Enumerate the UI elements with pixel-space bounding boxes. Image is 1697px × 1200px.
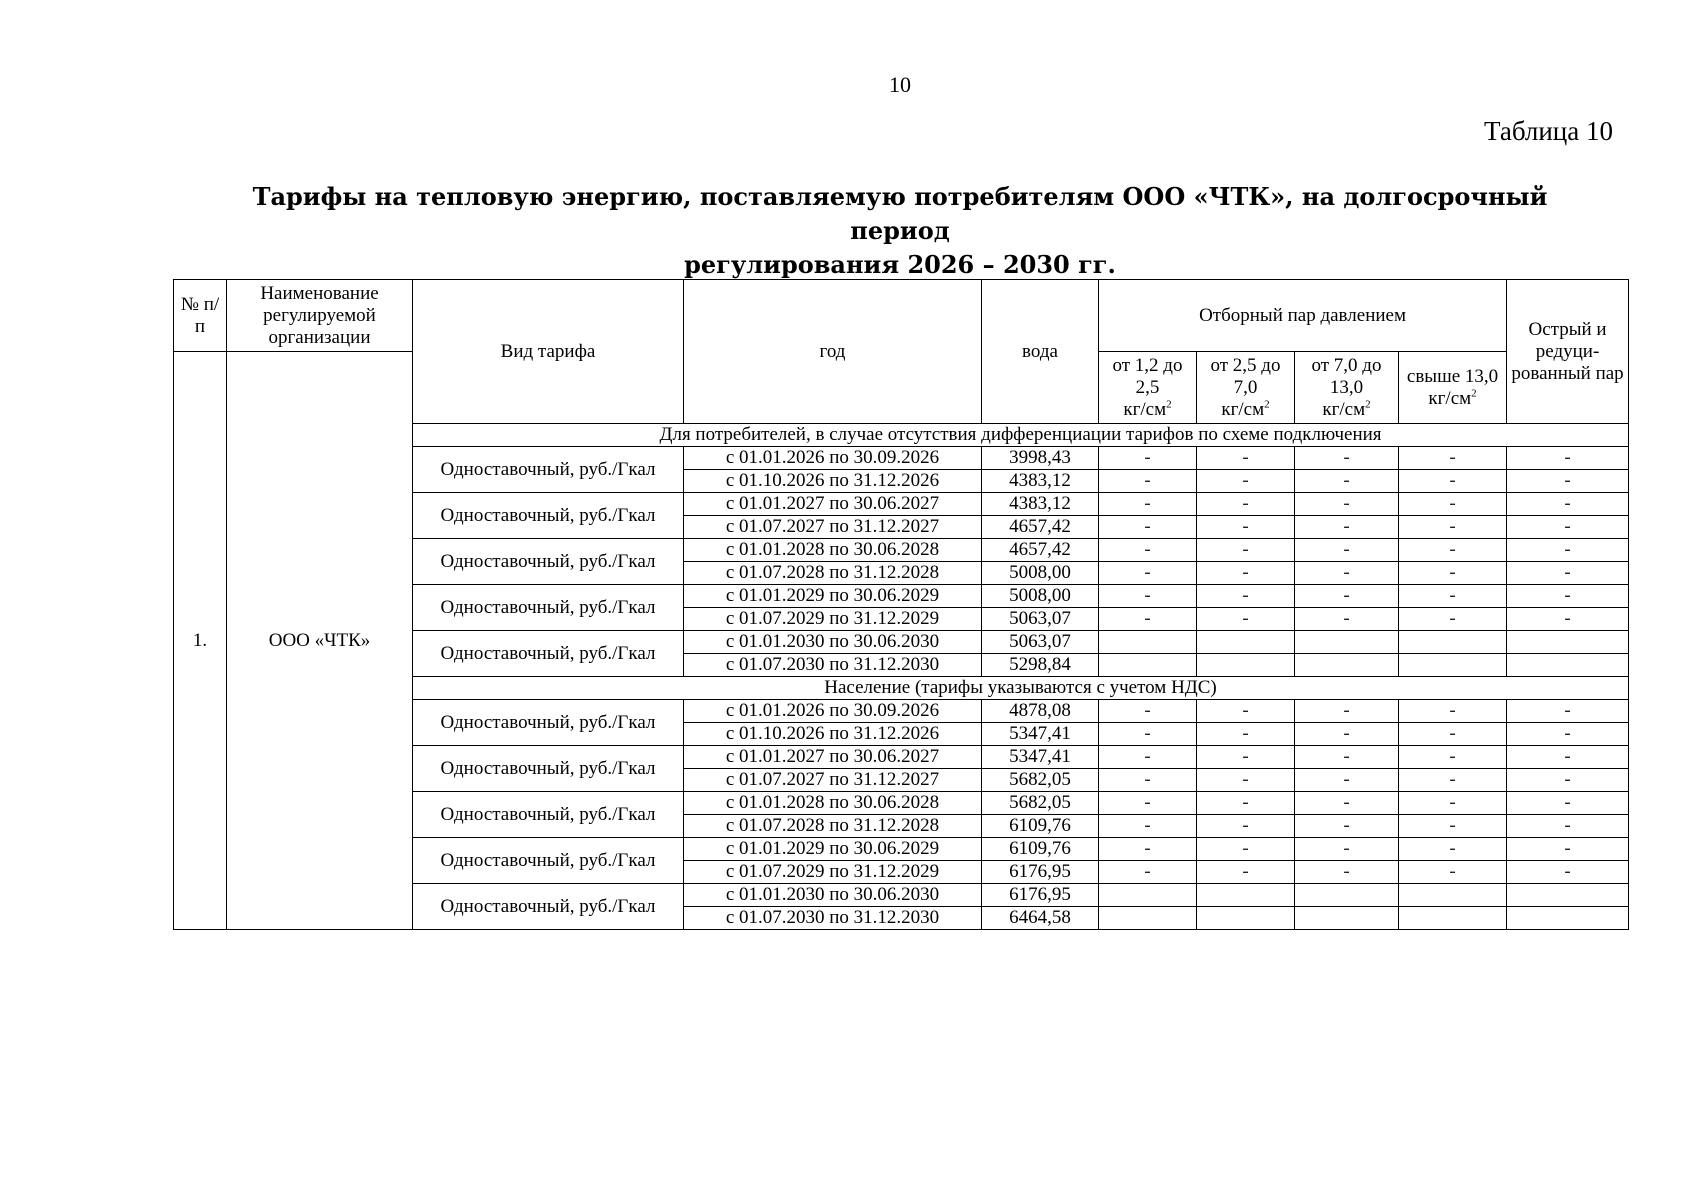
unit-exponent: 2 [1365, 398, 1371, 411]
document-title [250, 180, 1550, 282]
period-cell: с 01.01.2028 по 30.06.2028 [684, 539, 982, 562]
tariff-type-cell: Одноставочный, руб./Гкал [413, 585, 684, 631]
steam-tariff-cell: - [1197, 861, 1295, 884]
steam-tariff-cell: - [1197, 608, 1295, 631]
header-num: № п/п [174, 280, 227, 352]
steam-tariff-cell: - [1399, 792, 1507, 815]
steam-tariff-cell: - [1099, 723, 1197, 746]
steam-tariff-cell: - [1399, 562, 1507, 585]
water-tariff-cell: 4878,08 [982, 700, 1099, 723]
steam-tariff-cell: - [1399, 838, 1507, 861]
sharp-steam-cell: - [1507, 792, 1629, 815]
section-header: Для потребителей, в случае отсутствия дифференциации тарифов по схеме подключения [413, 424, 1629, 447]
organization-name: ООО «ЧТК» [227, 352, 413, 930]
header-steam-1-text: от 1,2 до 2,5 [1112, 354, 1183, 398]
period-cell: с 01.01.2026 по 30.09.2026 [684, 447, 982, 470]
steam-tariff-cell: - [1295, 447, 1399, 470]
title-line-1: Тарифы на тепловую энергию, поставляемую потребителям ООО «ЧТК», на долгосрочный период [252, 182, 1548, 245]
steam-tariff-cell: - [1399, 447, 1507, 470]
steam-tariff-cell [1295, 654, 1399, 677]
header-org: Наименование регулируемой организации [227, 280, 413, 352]
sharp-steam-cell: - [1507, 723, 1629, 746]
header-steam-2 [1197, 352, 1295, 424]
period-cell: с 01.07.2029 по 31.12.2029 [684, 608, 982, 631]
sharp-steam-cell [1507, 631, 1629, 654]
page-number: 10 [889, 72, 911, 97]
steam-tariff-cell: - [1197, 585, 1295, 608]
steam-tariff-cell: - [1295, 746, 1399, 769]
water-tariff-cell: 4657,42 [982, 539, 1099, 562]
tariff-type-cell: Одноставочный, руб./Гкал [413, 838, 684, 884]
steam-tariff-cell: - [1197, 746, 1295, 769]
steam-tariff-cell: - [1295, 815, 1399, 838]
steam-tariff-cell: - [1099, 769, 1197, 792]
steam-tariff-cell: - [1197, 562, 1295, 585]
water-tariff-cell: 6109,76 [982, 838, 1099, 861]
sharp-steam-cell: - [1507, 746, 1629, 769]
steam-tariff-cell [1399, 631, 1507, 654]
header-steam-3 [1295, 352, 1399, 424]
water-tariff-cell: 6176,95 [982, 861, 1099, 884]
steam-tariff-cell [1197, 907, 1295, 930]
water-tariff-cell: 5298,84 [982, 654, 1099, 677]
steam-tariff-cell: - [1197, 470, 1295, 493]
tariff-type-cell: Одноставочный, руб./Гкал [413, 631, 684, 677]
water-tariff-cell: 4383,12 [982, 470, 1099, 493]
water-tariff-cell: 5008,00 [982, 562, 1099, 585]
steam-tariff-cell: - [1399, 861, 1507, 884]
period-cell: с 01.01.2029 по 30.06.2029 [684, 838, 982, 861]
steam-tariff-cell: - [1197, 700, 1295, 723]
steam-tariff-cell: - [1197, 516, 1295, 539]
steam-tariff-cell: - [1099, 815, 1197, 838]
water-tariff-cell: 4383,12 [982, 493, 1099, 516]
water-tariff-cell: 6464,58 [982, 907, 1099, 930]
period-cell: с 01.10.2026 по 31.12.2026 [684, 723, 982, 746]
header-year: год [684, 280, 982, 424]
period-cell: с 01.07.2029 по 31.12.2029 [684, 861, 982, 884]
unit-exponent: 2 [1166, 398, 1172, 411]
steam-tariff-cell: - [1399, 516, 1507, 539]
water-tariff-cell: 4657,42 [982, 516, 1099, 539]
steam-tariff-cell: - [1295, 769, 1399, 792]
sharp-steam-cell: - [1507, 562, 1629, 585]
steam-tariff-cell [1099, 884, 1197, 907]
tariff-table-body [174, 280, 1629, 930]
steam-tariff-cell: - [1197, 493, 1295, 516]
steam-tariff-cell: - [1197, 723, 1295, 746]
steam-tariff-cell: - [1197, 792, 1295, 815]
tariff-type-cell: Одноставочный, руб./Гкал [413, 792, 684, 838]
period-cell: с 01.01.2028 по 30.06.2028 [684, 792, 982, 815]
period-cell: с 01.01.2026 по 30.09.2026 [684, 700, 982, 723]
steam-tariff-cell: - [1295, 723, 1399, 746]
steam-tariff-cell: - [1197, 769, 1295, 792]
period-cell: с 01.07.2027 по 31.12.2027 [684, 516, 982, 539]
sharp-steam-cell: - [1507, 608, 1629, 631]
steam-tariff-cell: - [1099, 700, 1197, 723]
steam-tariff-cell: - [1197, 539, 1295, 562]
header-steam-3-text: от 7,0 до 13,0 [1311, 354, 1382, 398]
tariff-type-cell: Одноставочный, руб./Гкал [413, 700, 684, 746]
steam-tariff-cell: - [1099, 608, 1197, 631]
steam-tariff-cell: - [1399, 815, 1507, 838]
period-cell: с 01.01.2029 по 30.06.2029 [684, 585, 982, 608]
steam-tariff-cell: - [1099, 861, 1197, 884]
steam-tariff-cell [1197, 654, 1295, 677]
steam-tariff-cell: - [1399, 585, 1507, 608]
steam-tariff-cell: - [1295, 562, 1399, 585]
header-steam-2-text: от 2,5 до 7,0 [1210, 354, 1281, 398]
steam-tariff-cell: - [1099, 562, 1197, 585]
unit-label: кг/см [1322, 398, 1366, 420]
sharp-steam-cell [1507, 907, 1629, 930]
period-cell: с 01.10.2026 по 31.12.2026 [684, 470, 982, 493]
sharp-steam-cell: - [1507, 769, 1629, 792]
period-cell: с 01.01.2027 по 30.06.2027 [684, 746, 982, 769]
steam-tariff-cell: - [1295, 700, 1399, 723]
tariff-type-cell: Одноставочный, руб./Гкал [413, 447, 684, 493]
header-tariff-type: Вид тарифа [413, 280, 684, 424]
header-steam-4 [1399, 352, 1507, 424]
steam-tariff-cell: - [1197, 447, 1295, 470]
unit-label: кг/см [1428, 387, 1472, 409]
row-number: 1. [174, 352, 227, 930]
steam-tariff-cell: - [1099, 447, 1197, 470]
period-cell: с 01.01.2030 по 30.06.2030 [684, 884, 982, 907]
steam-tariff-cell: - [1295, 608, 1399, 631]
tariff-type-cell: Одноставочный, руб./Гкал [413, 539, 684, 585]
steam-tariff-cell: - [1399, 470, 1507, 493]
steam-tariff-cell [1197, 631, 1295, 654]
steam-tariff-cell: - [1399, 723, 1507, 746]
unit-exponent: 2 [1264, 398, 1270, 411]
unit-exponent: 2 [1471, 387, 1477, 400]
sharp-steam-cell: - [1507, 838, 1629, 861]
table-label: Таблица 10 [1484, 116, 1613, 146]
sharp-steam-cell: - [1507, 700, 1629, 723]
sharp-steam-cell: - [1507, 516, 1629, 539]
steam-tariff-cell: - [1099, 746, 1197, 769]
steam-tariff-cell [1099, 631, 1197, 654]
steam-tariff-cell: - [1295, 838, 1399, 861]
sharp-steam-cell: - [1507, 815, 1629, 838]
steam-tariff-cell: - [1295, 792, 1399, 815]
steam-tariff-cell: - [1197, 838, 1295, 861]
steam-tariff-cell [1295, 907, 1399, 930]
period-cell: с 01.07.2030 по 31.12.2030 [684, 654, 982, 677]
sharp-steam-cell: - [1507, 861, 1629, 884]
period-cell: с 01.07.2028 по 31.12.2028 [684, 562, 982, 585]
steam-tariff-cell [1399, 654, 1507, 677]
sharp-steam-cell: - [1507, 470, 1629, 493]
sharp-steam-cell: - [1507, 585, 1629, 608]
steam-tariff-cell: - [1099, 470, 1197, 493]
steam-tariff-cell [1295, 631, 1399, 654]
period-cell: с 01.01.2030 по 30.06.2030 [684, 631, 982, 654]
header-steam-4-text: свыше 13,0 [1406, 365, 1499, 387]
steam-tariff-cell [1099, 654, 1197, 677]
steam-tariff-cell: - [1099, 493, 1197, 516]
steam-tariff-cell: - [1399, 746, 1507, 769]
steam-tariff-cell: - [1295, 585, 1399, 608]
header-sharp-steam: Острый и редуци-рованный пар [1507, 280, 1629, 424]
period-cell: с 01.07.2027 по 31.12.2027 [684, 769, 982, 792]
steam-tariff-cell: - [1099, 516, 1197, 539]
steam-tariff-cell [1399, 884, 1507, 907]
steam-tariff-cell: - [1099, 838, 1197, 861]
steam-tariff-cell: - [1295, 516, 1399, 539]
sharp-steam-cell [1507, 654, 1629, 677]
water-tariff-cell: 3998,43 [982, 447, 1099, 470]
steam-tariff-cell: - [1099, 792, 1197, 815]
steam-tariff-cell: - [1399, 608, 1507, 631]
water-tariff-cell: 5347,41 [982, 723, 1099, 746]
steam-tariff-cell: - [1399, 769, 1507, 792]
steam-tariff-cell: - [1295, 493, 1399, 516]
unit-label: кг/см [1123, 398, 1167, 420]
steam-tariff-cell: - [1295, 470, 1399, 493]
period-cell: с 01.01.2027 по 30.06.2027 [684, 493, 982, 516]
steam-tariff-cell [1197, 884, 1295, 907]
unit-label: кг/см [1221, 398, 1265, 420]
steam-tariff-cell: - [1197, 815, 1295, 838]
steam-tariff-cell [1399, 907, 1507, 930]
header-steam-1 [1099, 352, 1197, 424]
water-tariff-cell: 5008,00 [982, 585, 1099, 608]
water-tariff-cell: 5063,07 [982, 631, 1099, 654]
tariff-type-cell: Одноставочный, руб./Гкал [413, 746, 684, 792]
steam-tariff-cell: - [1099, 539, 1197, 562]
water-tariff-cell: 5682,05 [982, 792, 1099, 815]
header-water: вода [982, 280, 1099, 424]
sharp-steam-cell: - [1507, 447, 1629, 470]
steam-tariff-cell [1295, 884, 1399, 907]
steam-tariff-cell: - [1399, 700, 1507, 723]
tariff-type-cell: Одноставочный, руб./Гкал [413, 884, 684, 930]
sharp-steam-cell: - [1507, 539, 1629, 562]
title-line-2: регулирования 2026 – 2030 гг. [684, 250, 1116, 279]
tariff-table [173, 279, 1629, 930]
tariff-type-cell: Одноставочный, руб./Гкал [413, 493, 684, 539]
water-tariff-cell: 5347,41 [982, 746, 1099, 769]
period-cell: с 01.07.2030 по 31.12.2030 [684, 907, 982, 930]
water-tariff-cell: 5682,05 [982, 769, 1099, 792]
header-steam-group: Отборный пар давлением [1099, 280, 1507, 352]
section-header: Население (тарифы указываются с учетом НДС) [413, 677, 1629, 700]
period-cell: с 01.07.2028 по 31.12.2028 [684, 815, 982, 838]
steam-tariff-cell: - [1399, 493, 1507, 516]
sharp-steam-cell [1507, 884, 1629, 907]
steam-tariff-cell [1099, 907, 1197, 930]
steam-tariff-cell: - [1399, 539, 1507, 562]
steam-tariff-cell: - [1295, 861, 1399, 884]
water-tariff-cell: 6109,76 [982, 815, 1099, 838]
water-tariff-cell: 6176,95 [982, 884, 1099, 907]
steam-tariff-cell: - [1099, 585, 1197, 608]
sharp-steam-cell: - [1507, 493, 1629, 516]
steam-tariff-cell: - [1295, 539, 1399, 562]
water-tariff-cell: 5063,07 [982, 608, 1099, 631]
